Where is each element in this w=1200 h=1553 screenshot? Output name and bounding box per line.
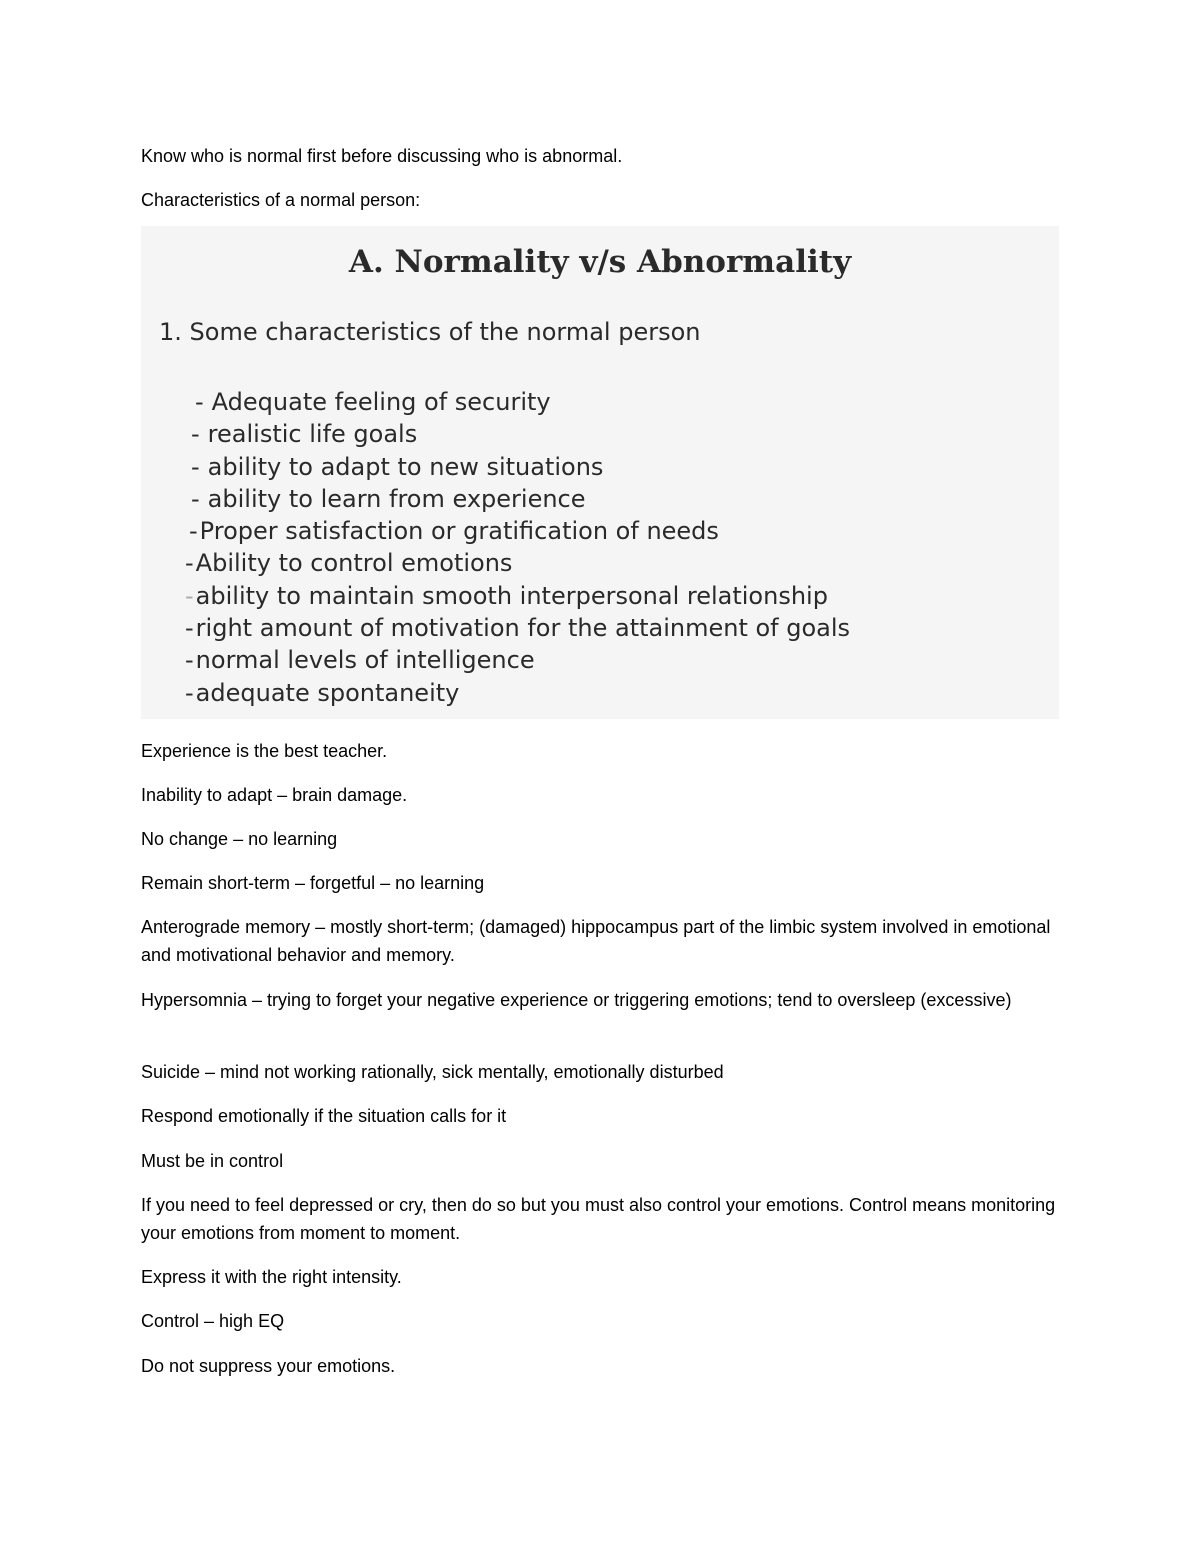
slide-list-item — [191, 483, 850, 515]
dash-marker: - — [185, 646, 194, 675]
dash-marker: - — [185, 678, 194, 707]
slide-item-text: ability to maintain smooth interpersonal relationship — [195, 581, 828, 610]
note-paragraph: Anterograde memory – mostly short-term; (damaged) hippocampus part of the limbic system involved in emotional and motivational behavior and memory. — [141, 917, 1051, 965]
slide-list-item — [191, 418, 850, 450]
intro-characteristics-label: Characteristics of a normal person: — [141, 190, 421, 210]
slide-characteristics-list — [185, 386, 851, 709]
slide-item-text: Proper satisfaction or gratification of needs — [199, 517, 719, 546]
dash-marker: - — [189, 517, 198, 546]
note-paragraph: Inability to adapt – brain damage. — [141, 785, 408, 805]
note-paragraph: No change – no learning — [141, 829, 338, 849]
dash-marker: - — [191, 420, 200, 449]
slide-list-item — [189, 515, 850, 547]
note-paragraph: Remain short-term – forgetful – no learning — [141, 873, 485, 893]
slide-image — [141, 226, 1059, 719]
slide-list-item — [185, 547, 850, 579]
note-paragraph: Control – high EQ — [141, 1311, 285, 1331]
note-paragraph: Express it with the right intensity. — [141, 1267, 402, 1287]
slide-title: A. Normality v/s Abnormality — [348, 244, 852, 280]
slide-list-item — [185, 644, 850, 676]
dash-marker: - — [191, 484, 200, 513]
slide-list-item — [195, 386, 850, 418]
note-paragraph: Suicide – mind not working rationally, sick mentally, emotionally disturbed — [141, 1062, 724, 1082]
slide-item-text: ability to adapt to new situations — [207, 452, 604, 481]
slide-item-text: adequate spontaneity — [195, 678, 460, 707]
slide-heading: 1. Some characteristics of the normal person — [159, 318, 701, 346]
dash-marker: - — [185, 581, 194, 610]
note-paragraph: Must be in control — [141, 1151, 284, 1171]
slide-item-text: right amount of motivation for the attainment of goals — [195, 614, 851, 643]
note-paragraph: If you need to feel depressed or cry, then do so but you must also control your emotions. Control means monitoring your emotions from moment to moment. — [141, 1195, 1056, 1243]
slide-item-text: Adequate feeling of security — [211, 388, 551, 416]
dash-marker: - — [185, 549, 194, 578]
slide-item-text: normal levels of intelligence — [195, 646, 535, 675]
slide-item-text: ability to learn from experience — [207, 484, 586, 513]
dash-marker: - — [185, 614, 194, 643]
note-paragraph: Experience is the best teacher. — [141, 741, 388, 761]
slide-list-item — [185, 580, 850, 612]
dash-marker: - — [191, 452, 200, 481]
slide-list-item — [185, 612, 850, 644]
slide-item-text: realistic life goals — [207, 420, 418, 449]
intro-line: Know who is normal first before discussing who is abnormal. — [141, 146, 623, 166]
slide-item-text: Ability to control emotions — [195, 549, 513, 578]
note-paragraph: Respond emotionally if the situation calls for it — [141, 1106, 507, 1126]
note-paragraph: Hypersomnia – trying to forget your negative experience or triggering emotions; tend to oversleep (excessive) — [141, 990, 1012, 1010]
slide-list-item — [185, 677, 850, 709]
dash-marker: - — [195, 388, 204, 416]
slide-list-item — [191, 451, 850, 483]
note-paragraph: Do not suppress your emotions. — [141, 1356, 396, 1376]
